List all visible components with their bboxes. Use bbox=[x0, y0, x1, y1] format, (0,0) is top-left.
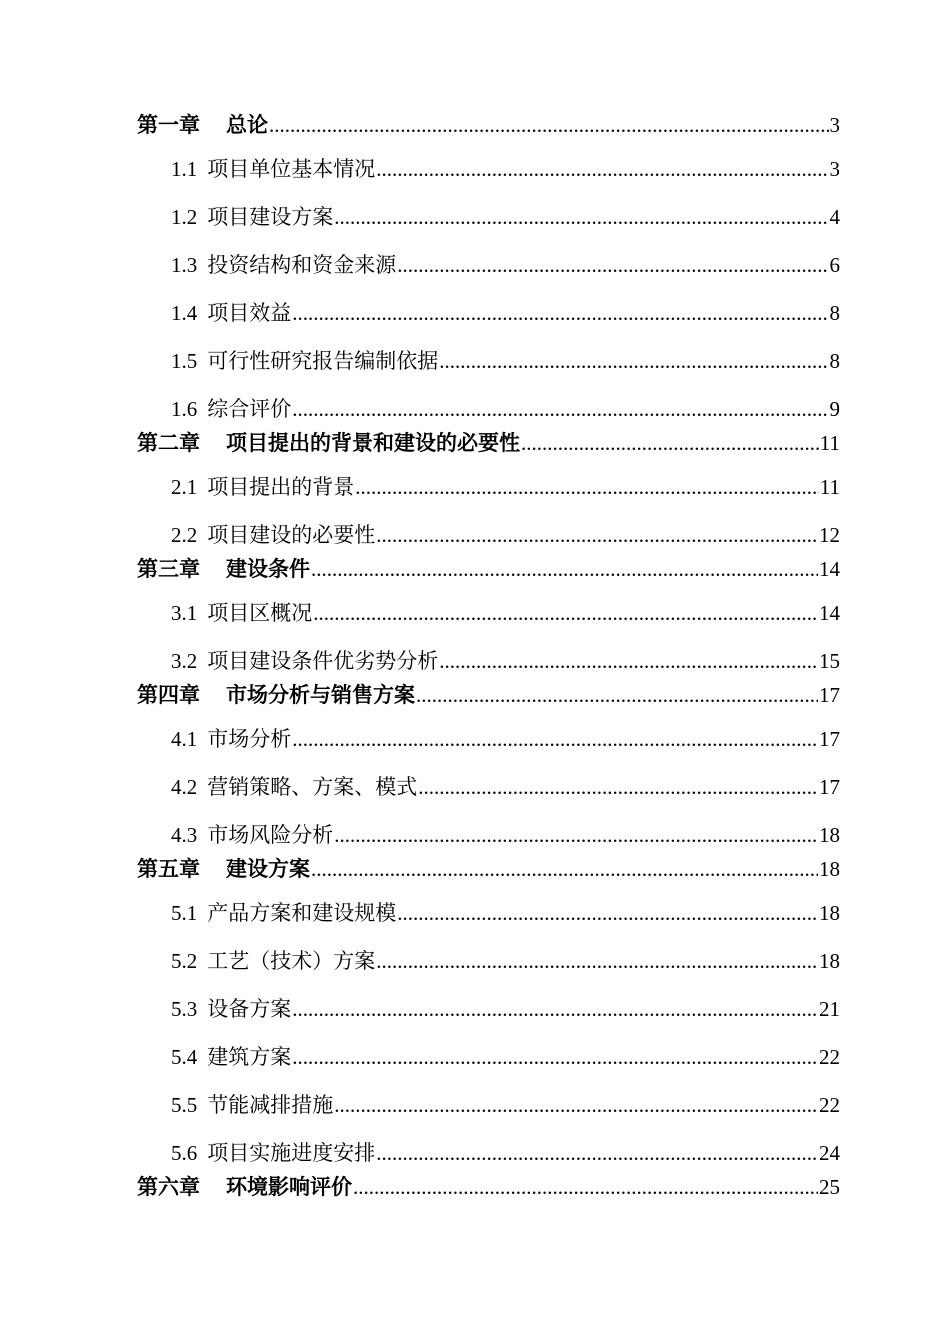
toc-entry-number: 1.5 bbox=[171, 349, 198, 373]
dot-leader bbox=[334, 1092, 818, 1118]
toc-entry-page-number: 3 bbox=[829, 157, 840, 181]
toc-entry-title: 项目实施进度安排 bbox=[207, 1141, 376, 1165]
dot-leader bbox=[311, 856, 818, 882]
toc-chapter-entry[interactable] bbox=[137, 682, 840, 708]
toc-entry-title: 工艺（技术）方案 bbox=[207, 949, 376, 973]
toc-entry-title: 项目提出的背景和建设的必要性 bbox=[226, 431, 520, 455]
dot-leader bbox=[355, 474, 819, 500]
dot-leader bbox=[353, 1174, 818, 1200]
toc-entry-title: 项目区概况 bbox=[207, 601, 313, 625]
toc-entry-title: 投资结构和资金来源 bbox=[207, 253, 397, 277]
toc-entry-page-number: 8 bbox=[829, 301, 840, 325]
toc-section-entry[interactable] bbox=[137, 996, 840, 1022]
toc-entry-page-number: 18 bbox=[819, 949, 840, 973]
toc-entry-title: 建筑方案 bbox=[207, 1045, 292, 1069]
toc-entry-number: 第五章 bbox=[137, 857, 200, 881]
toc-entry-number: 第一章 bbox=[137, 113, 200, 137]
dot-leader bbox=[521, 430, 819, 456]
dot-leader bbox=[334, 822, 818, 848]
toc-entry-number: 1.4 bbox=[171, 301, 198, 325]
toc-chapter-entry[interactable] bbox=[137, 430, 840, 456]
toc-section-entry[interactable] bbox=[137, 474, 840, 500]
dot-leader bbox=[439, 648, 818, 674]
toc-chapter-entry[interactable] bbox=[137, 112, 840, 138]
toc-entry-title: 总论 bbox=[226, 113, 268, 137]
toc-entry-number: 3.1 bbox=[171, 601, 198, 625]
toc-entry-number: 5.3 bbox=[171, 997, 198, 1021]
toc-entry-number: 4.3 bbox=[171, 823, 198, 847]
dot-leader bbox=[376, 948, 818, 974]
dot-leader bbox=[397, 252, 828, 278]
dot-leader bbox=[397, 900, 818, 926]
toc-entry-title: 节能减排措施 bbox=[207, 1093, 334, 1117]
toc-entry-page-number: 8 bbox=[829, 349, 840, 373]
dot-leader bbox=[334, 204, 828, 230]
toc-entry-number: 第二章 bbox=[137, 431, 200, 455]
toc-entry-number: 1.2 bbox=[171, 205, 198, 229]
dot-leader bbox=[439, 348, 828, 374]
toc-entry-number: 第三章 bbox=[137, 557, 200, 581]
toc-entry-number: 1.6 bbox=[171, 397, 198, 421]
toc-entry-page-number: 21 bbox=[819, 997, 840, 1021]
toc-entry-title: 建设条件 bbox=[226, 557, 310, 581]
toc-entry-page-number: 9 bbox=[829, 397, 840, 421]
toc-entry-page-number: 14 bbox=[819, 601, 840, 625]
dot-leader bbox=[416, 682, 818, 708]
toc-section-entry[interactable] bbox=[137, 648, 840, 674]
toc-entry-page-number: 18 bbox=[819, 823, 840, 847]
toc-entry-number: 3.2 bbox=[171, 649, 198, 673]
toc-entry-number: 5.1 bbox=[171, 901, 198, 925]
toc-entry-title: 市场风险分析 bbox=[207, 823, 334, 847]
toc-entry-page-number: 12 bbox=[819, 523, 840, 547]
toc-entry-title: 产品方案和建设规模 bbox=[207, 901, 397, 925]
toc-entry-title: 项目建设方案 bbox=[207, 205, 334, 229]
dot-leader bbox=[292, 1044, 818, 1070]
dot-leader bbox=[418, 774, 818, 800]
toc-entry-page-number: 18 bbox=[819, 857, 840, 881]
toc-entry-page-number: 22 bbox=[819, 1045, 840, 1069]
toc-entry-title: 项目效益 bbox=[207, 301, 292, 325]
toc-section-entry[interactable] bbox=[137, 600, 840, 626]
toc-section-entry[interactable] bbox=[137, 396, 840, 422]
toc-entry-number: 5.5 bbox=[171, 1093, 198, 1117]
toc-entry-title: 营销策略、方案、模式 bbox=[207, 775, 418, 799]
toc-entry-number: 第四章 bbox=[137, 683, 200, 707]
toc-entry-number: 1.3 bbox=[171, 253, 198, 277]
toc-entry-page-number: 17 bbox=[819, 727, 840, 751]
toc-entry-page-number: 15 bbox=[819, 649, 840, 673]
toc-entry-page-number: 4 bbox=[829, 205, 840, 229]
toc-chapter-entry[interactable] bbox=[137, 856, 840, 882]
toc-entry-title: 项目建设的必要性 bbox=[207, 523, 376, 547]
toc-entry-page-number: 25 bbox=[819, 1175, 840, 1199]
toc-section-entry[interactable] bbox=[137, 252, 840, 278]
toc-entry-title: 可行性研究报告编制依据 bbox=[207, 349, 439, 373]
dot-leader bbox=[292, 396, 828, 422]
dot-leader bbox=[376, 522, 818, 548]
toc-entry-page-number: 17 bbox=[819, 775, 840, 799]
toc-section-entry[interactable] bbox=[137, 348, 840, 374]
toc-entry-page-number: 14 bbox=[819, 557, 840, 581]
dot-leader bbox=[311, 556, 818, 582]
dot-leader bbox=[292, 726, 818, 752]
toc-entry-number: 2.1 bbox=[171, 475, 198, 499]
toc-section-entry[interactable] bbox=[137, 522, 840, 548]
toc-entry-title: 市场分析与销售方案 bbox=[226, 683, 415, 707]
toc-section-entry[interactable] bbox=[137, 948, 840, 974]
toc-entry-page-number: 24 bbox=[819, 1141, 840, 1165]
toc-entry-page-number: 11 bbox=[819, 475, 840, 499]
toc-entry-page-number: 3 bbox=[829, 113, 840, 137]
toc-entry-number: 1.1 bbox=[171, 157, 198, 181]
toc-entry-page-number: 18 bbox=[819, 901, 840, 925]
toc-section-entry[interactable] bbox=[137, 300, 840, 326]
toc-entry-number: 4.2 bbox=[171, 775, 198, 799]
toc-entry-page-number: 17 bbox=[819, 683, 840, 707]
dot-leader bbox=[376, 156, 828, 182]
toc-section-entry[interactable] bbox=[137, 1140, 840, 1166]
toc-entry-number: 5.6 bbox=[171, 1141, 198, 1165]
toc-chapter-entry[interactable] bbox=[137, 556, 840, 582]
dot-leader bbox=[292, 996, 818, 1022]
toc-entry-title: 项目提出的背景 bbox=[207, 475, 355, 499]
toc-section-entry[interactable] bbox=[137, 204, 840, 230]
toc-entry-title: 建设方案 bbox=[226, 857, 310, 881]
toc-entry-page-number: 11 bbox=[819, 431, 840, 455]
toc-entry-title: 环境影响评价 bbox=[226, 1175, 352, 1199]
toc-entry-page-number: 22 bbox=[819, 1093, 840, 1117]
toc-section-entry[interactable] bbox=[137, 900, 840, 926]
toc-section-entry[interactable] bbox=[137, 1044, 840, 1070]
toc-entry-number: 第六章 bbox=[137, 1175, 200, 1199]
dot-leader bbox=[269, 112, 829, 138]
toc-entry-page-number: 6 bbox=[829, 253, 840, 277]
toc-entry-title: 项目建设条件优劣势分析 bbox=[207, 649, 439, 673]
toc-entry-number: 5.4 bbox=[171, 1045, 198, 1069]
toc-entry-title: 综合评价 bbox=[207, 397, 292, 421]
dot-leader bbox=[292, 300, 828, 326]
toc-entry-number: 4.1 bbox=[171, 727, 198, 751]
toc-section-entry[interactable] bbox=[137, 774, 840, 800]
dot-leader bbox=[376, 1140, 818, 1166]
toc-chapter-entry[interactable] bbox=[137, 1174, 840, 1200]
toc-entry-number: 2.2 bbox=[171, 523, 198, 547]
toc-section-entry[interactable] bbox=[137, 1092, 840, 1118]
toc-entry-number: 5.2 bbox=[171, 949, 198, 973]
toc-section-entry[interactable] bbox=[137, 156, 840, 182]
toc-entry-title: 项目单位基本情况 bbox=[207, 157, 376, 181]
toc-section-entry[interactable] bbox=[137, 726, 840, 752]
toc-section-entry[interactable] bbox=[137, 822, 840, 848]
toc-entry-title: 市场分析 bbox=[207, 727, 292, 751]
dot-leader bbox=[313, 600, 818, 626]
toc-entry-title: 设备方案 bbox=[207, 997, 292, 1021]
